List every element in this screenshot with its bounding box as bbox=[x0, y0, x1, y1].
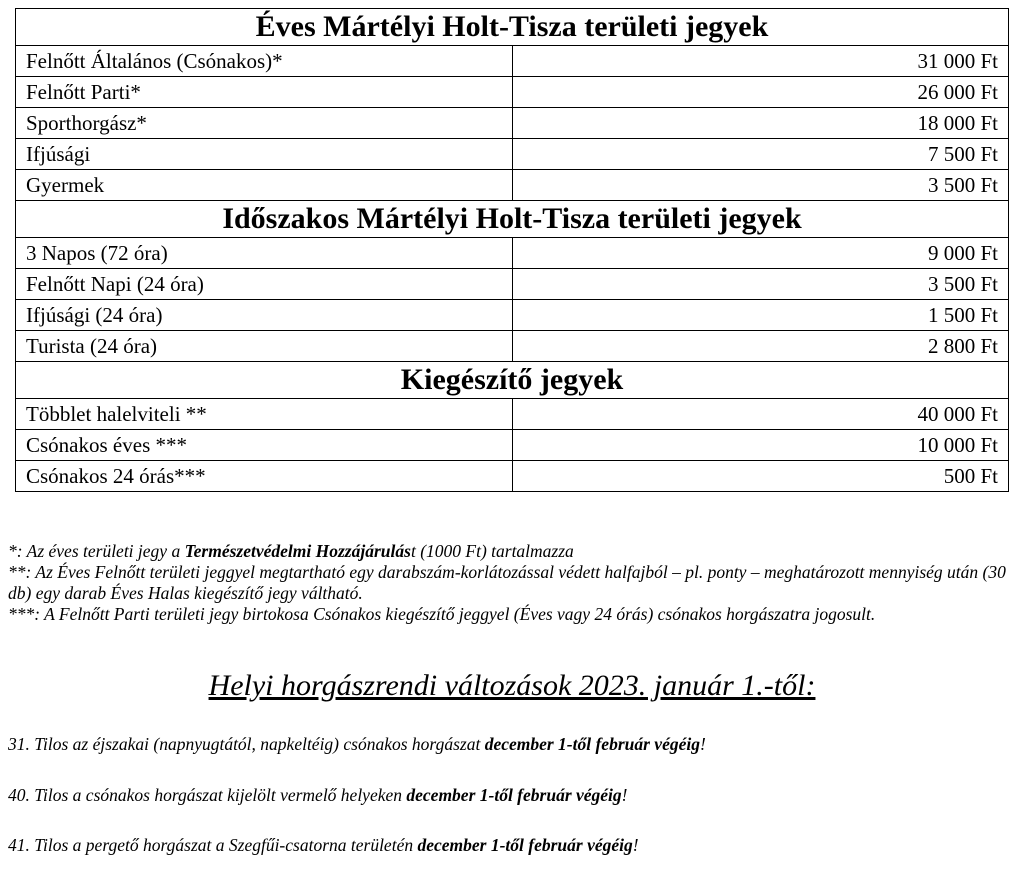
table-row bbox=[16, 77, 1009, 108]
ticket-name: Felnőtt Napi (24 óra) bbox=[16, 269, 513, 300]
table-row bbox=[16, 170, 1009, 201]
rule-31 bbox=[8, 733, 1020, 755]
rule-end: ! bbox=[621, 785, 628, 805]
table-row bbox=[16, 399, 1009, 430]
rule-period: december 1-től február végéig bbox=[417, 835, 633, 855]
table-row bbox=[16, 108, 1009, 139]
ticket-name: Többlet halelviteli ** bbox=[16, 399, 513, 430]
section-header-annual bbox=[16, 9, 1009, 46]
table-row bbox=[16, 300, 1009, 331]
footnotes bbox=[8, 541, 1020, 625]
section-title: Időszakos Mártélyi Holt-Tisza területi jegyek bbox=[16, 201, 1009, 238]
rule-end: ! bbox=[699, 734, 706, 754]
footnote-1-end: t (1000 Ft) tartalmazza bbox=[410, 541, 574, 561]
footnote-1-text: *: Az éves területi jegy a bbox=[8, 541, 185, 561]
ticket-name: 3 Napos (72 óra) bbox=[16, 238, 513, 269]
footnote-1 bbox=[8, 541, 1020, 562]
section-title: Éves Mártélyi Holt-Tisza területi jegyek bbox=[16, 9, 1009, 46]
ticket-price: 40 000 Ft bbox=[512, 399, 1009, 430]
footnote-3: ***: A Felnőtt Parti területi jegy birtokosa Csónakos kiegészítő jeggyel (Éves vagy 24 órás) csónakos horgászatra jogosult. bbox=[8, 604, 876, 624]
ticket-price: 2 800 Ft bbox=[512, 331, 1009, 362]
table-row bbox=[16, 461, 1009, 492]
ticket-price: 9 000 Ft bbox=[512, 238, 1009, 269]
changes-heading: Helyi horgászrendi változások 2023. január 1.-től: bbox=[208, 669, 816, 702]
ticket-price: 18 000 Ft bbox=[512, 108, 1009, 139]
ticket-name: Turista (24 óra) bbox=[16, 331, 513, 362]
rule-period: december 1-től február végéig bbox=[484, 734, 700, 754]
section-header-supplementary bbox=[16, 362, 1009, 399]
ticket-price: 10 000 Ft bbox=[512, 430, 1009, 461]
ticket-name: Sporthorgász* bbox=[16, 108, 513, 139]
rule-40 bbox=[8, 784, 1020, 806]
ticket-price: 26 000 Ft bbox=[512, 77, 1009, 108]
rule-text: 40. Tilos a csónakos horgászat kijelölt vermelő helyeken bbox=[8, 785, 407, 805]
rule-period: december 1-től február végéig bbox=[406, 785, 622, 805]
footnote-1-bold: Természetvédelmi Hozzájárulás bbox=[184, 541, 411, 561]
ticket-price: 3 500 Ft bbox=[512, 269, 1009, 300]
rule-end: ! bbox=[632, 835, 639, 855]
ticket-name: Csónakos 24 órás*** bbox=[16, 461, 513, 492]
ticket-price: 500 Ft bbox=[512, 461, 1009, 492]
table-row bbox=[16, 430, 1009, 461]
ticket-price: 7 500 Ft bbox=[512, 139, 1009, 170]
table-row bbox=[16, 269, 1009, 300]
table-row bbox=[16, 238, 1009, 269]
table-row bbox=[16, 46, 1009, 77]
ticket-name: Gyermek bbox=[16, 170, 513, 201]
ticket-price: 1 500 Ft bbox=[512, 300, 1009, 331]
rule-text: 41. Tilos a pergető horgászat a Szegfűi-csatorna területén bbox=[8, 835, 418, 855]
table-row bbox=[16, 139, 1009, 170]
footnote-2: **: Az Éves Felnőtt területi jeggyel megtartható egy darabszám-korlátozással védett halfajból – pl. ponty – meghatározott mennyiség után (30 db) egy darab Éves Halas kiegészítő jegy váltható. bbox=[8, 562, 1006, 603]
ticket-name: Ifjúsági (24 óra) bbox=[16, 300, 513, 331]
ticket-name: Felnőtt Parti* bbox=[16, 77, 513, 108]
section-title: Kiegészítő jegyek bbox=[16, 362, 1009, 399]
ticket-name: Ifjúsági bbox=[16, 139, 513, 170]
rule-41 bbox=[8, 834, 1020, 856]
price-table bbox=[15, 8, 1009, 492]
ticket-price: 31 000 Ft bbox=[512, 46, 1009, 77]
section-header-periodic bbox=[16, 201, 1009, 238]
ticket-price: 3 500 Ft bbox=[512, 170, 1009, 201]
table-row bbox=[16, 331, 1009, 362]
ticket-name: Csónakos éves *** bbox=[16, 430, 513, 461]
ticket-name: Felnőtt Általános (Csónakos)* bbox=[16, 46, 513, 77]
rule-text: 31. Tilos az éjszakai (napnyugtától, napkeltéig) csónakos horgászat bbox=[8, 734, 485, 754]
